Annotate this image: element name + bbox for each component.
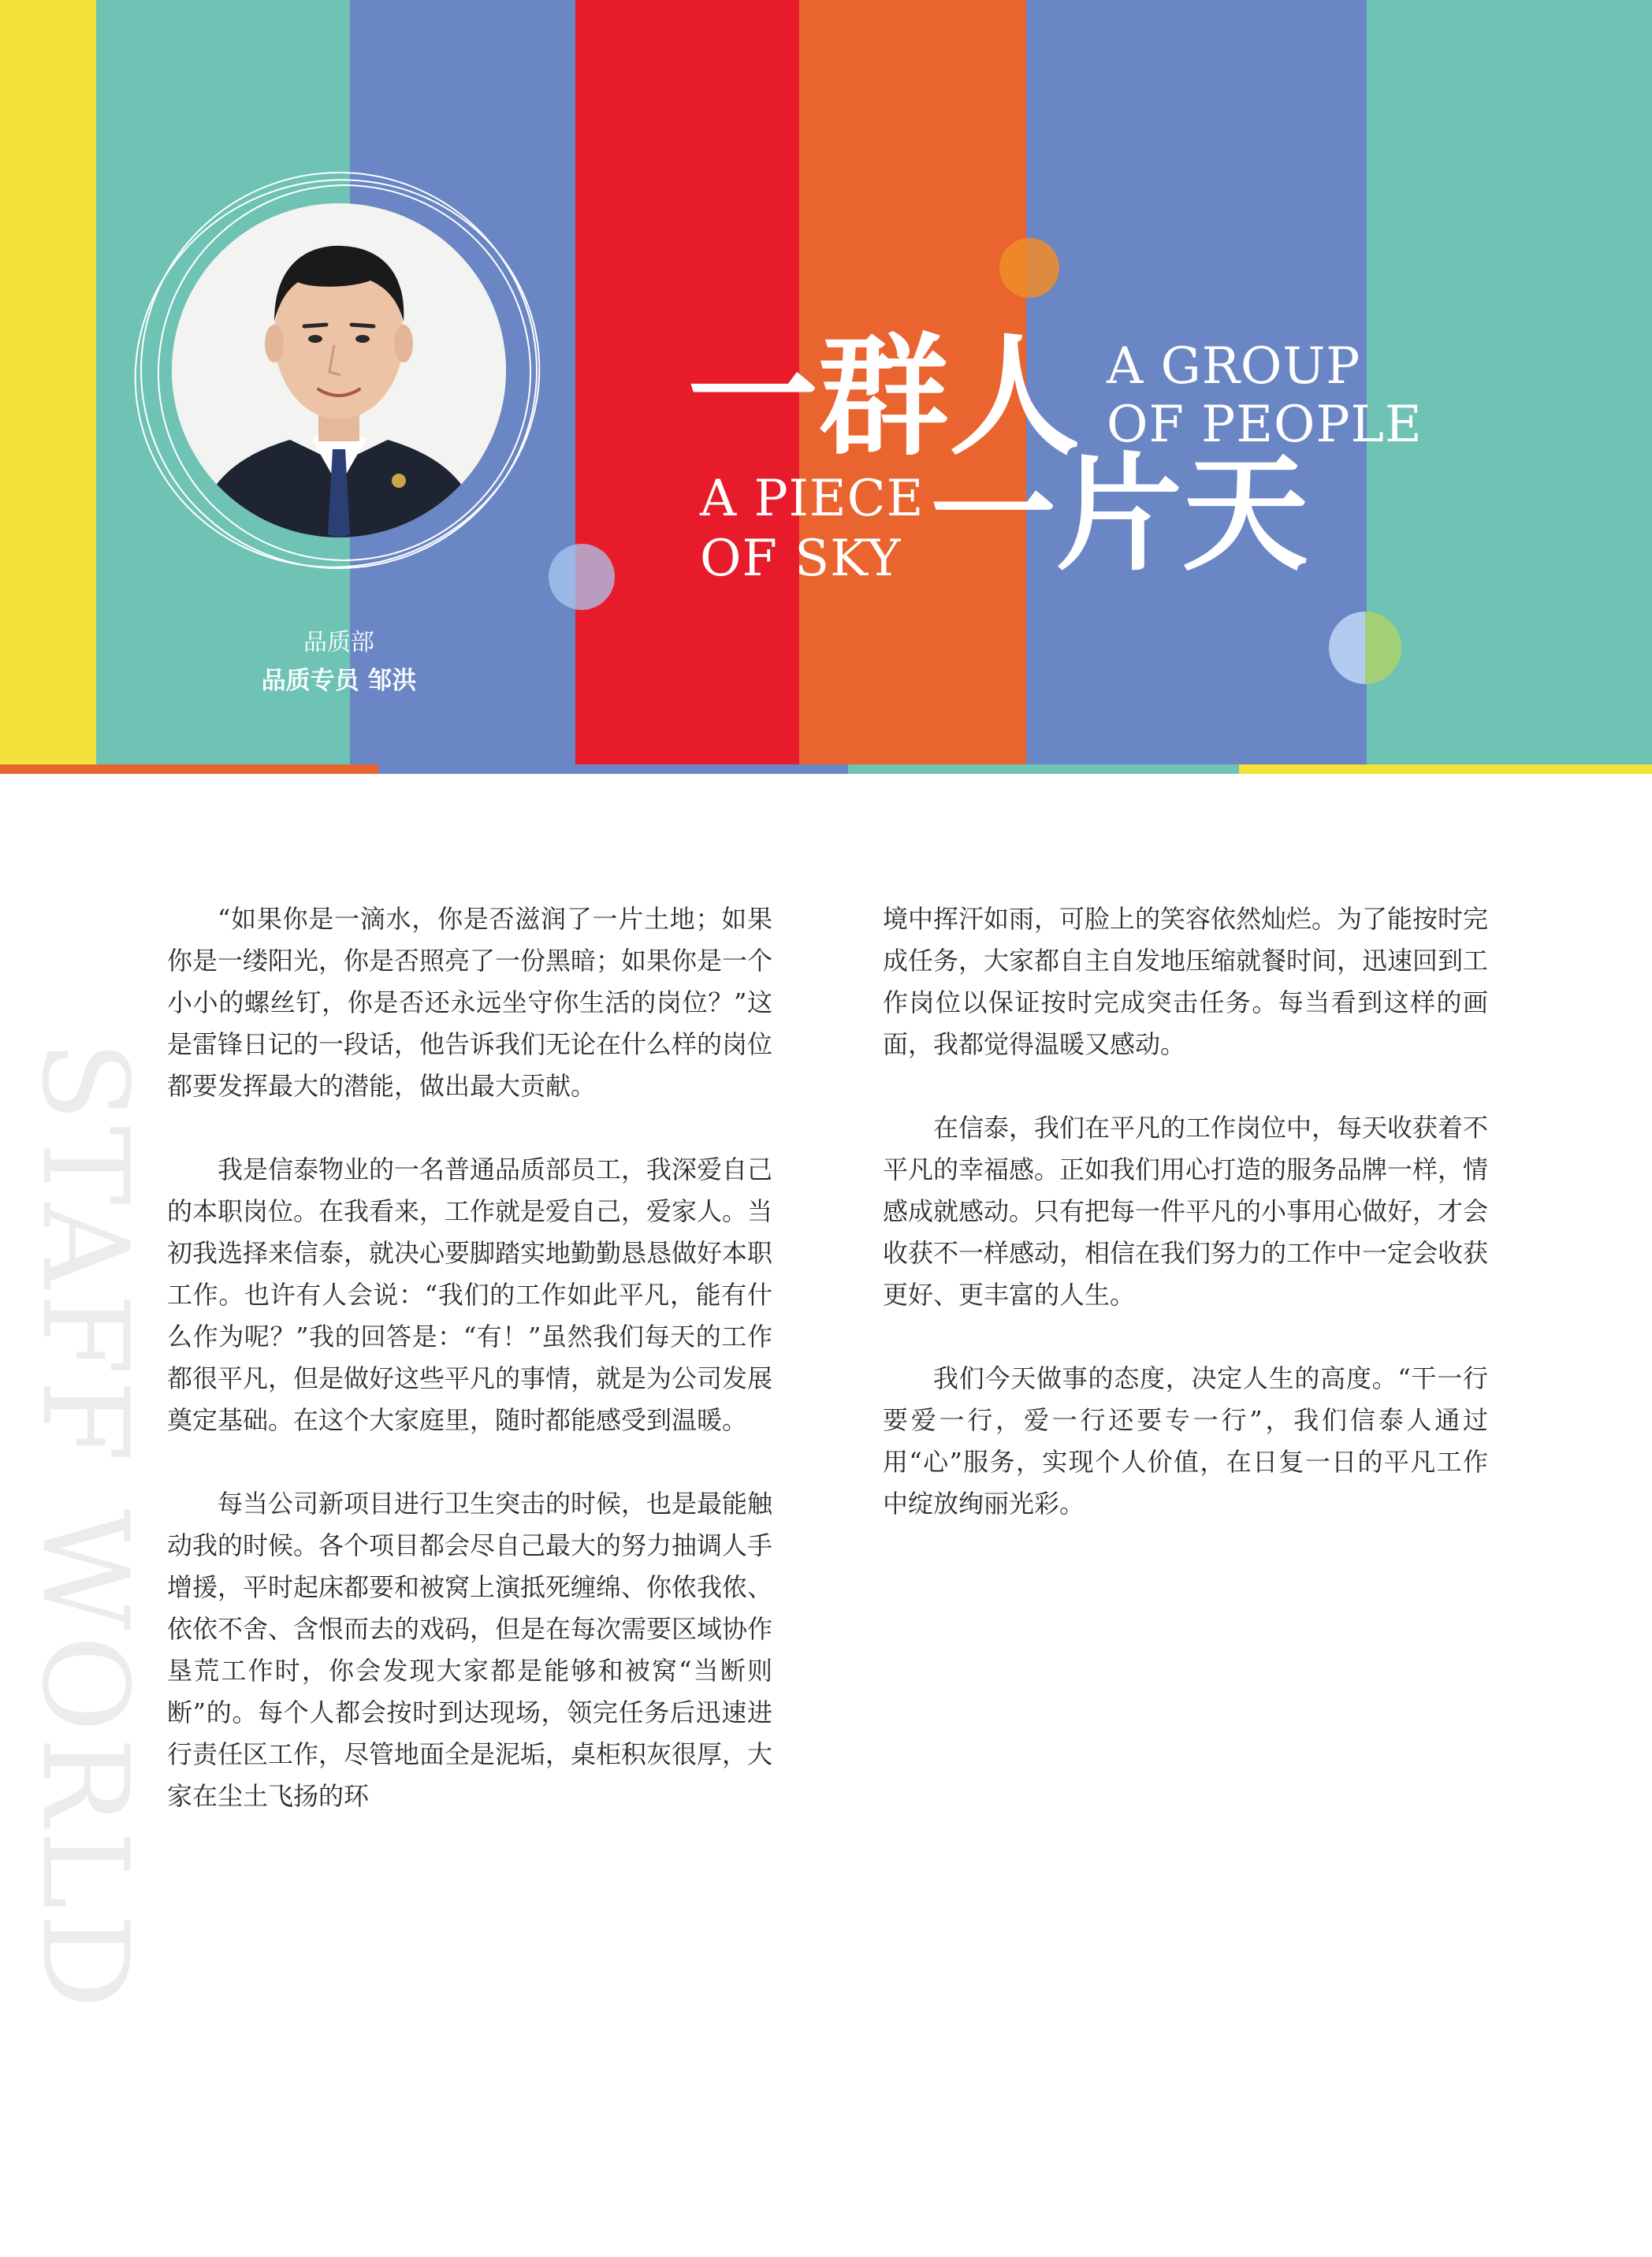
paragraph: 每当公司新项目进行卫生突击的时候，也是最能触动我的时候。各个项目都会尽自己最大的努力抽调人手增援，平时起床都要和被窝上演抵死缠绵、你侬我侬、依依不舍、含恨而去的戏码，但是在每次需要区域协作垦荒工作时，你会发现大家都是能够和被窝“当断则断”的。每个人都会按时到达现场，领完任务后迅速进行责任区工作，尽管地面全是泥垢，桌柜积灰很厚，大家在尘土飞扬的环 xyxy=(167,1489,773,1811)
stripe-yellow xyxy=(0,0,96,764)
article-column-right xyxy=(883,898,1488,1567)
paragraph: “如果你是一滴水，你是否滋润了一片土地；如果你是一缕阳光，你是否照亮了一份黑暗；如果你是一个小小的螺丝钉，你是否还永远坐守你生活的岗位？”这是雷锋日记的一段话，他告诉我们无论在什么样的岗位都要发挥最大的潜能，做出最大贡献。 xyxy=(167,904,773,1101)
title-cn-line2: 一片天 xyxy=(930,441,1309,588)
portrait-frame xyxy=(134,165,544,575)
employee-photo xyxy=(172,203,506,537)
title-cn-line1: 一群人 xyxy=(687,322,1080,474)
decor-circle-lightblue xyxy=(549,544,615,610)
color-rule-blue xyxy=(378,764,848,774)
paragraph: 境中挥汗如雨，可脸上的笑容依然灿烂。为了能按时完成任务，大家都自主自发地压缩就餐时间，迅速回到工作岗位以保证按时完成突击任务。每当看到这样的画面，我都觉得温暖又感动。 xyxy=(883,904,1489,1059)
watermark-vertical: STAFF WORLD xyxy=(16,1040,153,2013)
paragraph: 在信泰，我们在平凡的工作岗位中，每天收获着不平凡的幸福感。正如我们用心打造的服务品牌一样，情感成就感动。只有把每一件平凡的小事用心做好，才会收获不一样感动，相信在我们努力的工作中一定会收获更好、更丰富的人生。 xyxy=(883,1113,1489,1310)
paragraph: 我们今天做事的态度，决定人生的高度。“干一行要爱一行，爱一行还要专一行”，我们信泰人通过用“心”服务，实现个人价值，在日复一日的平凡工作中绽放绚丽光彩。 xyxy=(883,1363,1488,1519)
color-rule-teal xyxy=(848,764,1239,774)
department-label: 品质部 xyxy=(303,629,374,656)
header-banner xyxy=(0,0,1652,764)
article-column-left xyxy=(167,898,772,1859)
employee-role-name: 品质专员 邹洪 xyxy=(261,667,417,695)
paragraph: 我是信泰物业的一名普通品质部员工，我深爱自己的本职岗位。在我看来，工作就是爱自己，爱家人。当初我选择来信泰，就决心要脚踏实地勤勤恳恳做好本职工作。也许有人会说：“我们的工作如此平凡，能有什么作为呢？”我的回答是：“有！”虽然我们每天的工作都很平凡，但是做好这些平凡的事情，就是为公司发展奠定基础。在这个大家庭里，随时都能感受到温暖。 xyxy=(167,1155,773,1435)
person-avatar-icon xyxy=(172,203,506,537)
decor-circle-green xyxy=(1329,612,1401,684)
title-en-group: A GROUP xyxy=(1107,337,1361,396)
title-en-piece: A PIECE xyxy=(700,470,925,528)
title-en-people: OF PEOPLE xyxy=(1107,396,1423,454)
title-en-sky: OF SKY xyxy=(700,530,902,588)
color-rule-orange xyxy=(0,764,378,774)
decor-circle-orange xyxy=(999,238,1059,298)
stripe-teal-2 xyxy=(1367,0,1652,764)
color-rule-yellow xyxy=(1239,764,1652,774)
